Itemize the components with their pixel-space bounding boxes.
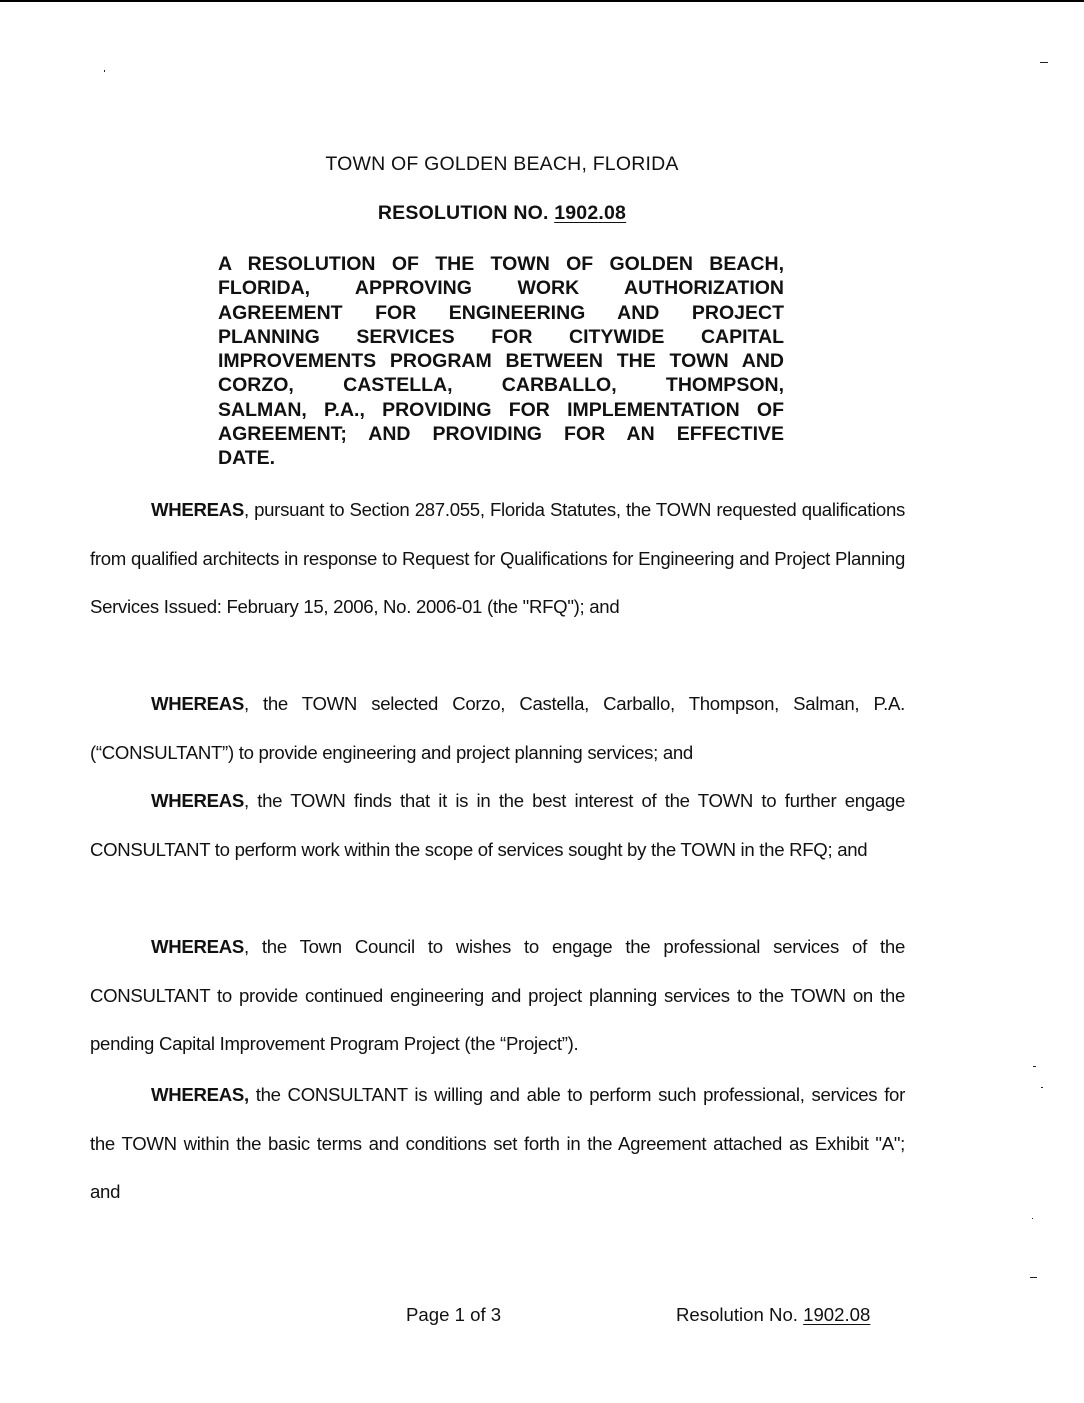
caption-line: AGREEMENT; AND PROVIDING FOR AN EFFECTIVE: [218, 423, 784, 446]
resolution-prefix: RESOLUTION NO.: [377, 202, 555, 224]
scan-speck: [1032, 1218, 1033, 1219]
whereas-paragraph: [90, 680, 905, 777]
scan-top-edge: [0, 0, 1084, 2]
whereas-lead: WHEREAS: [151, 693, 244, 714]
caption-line: IMPROVEMENTS PROGRAM BETWEEN THE TOWN AND: [218, 350, 784, 373]
whereas-paragraph: [90, 486, 905, 632]
paragraph-text: , the TOWN selected Corzo, Castella, Carballo, Thompson, Salman, P.A. (“CONSULTANT”) to provide engineering and project planning services; and: [90, 693, 905, 763]
footer-resolution-prefix: Resolution No.: [676, 1304, 804, 1325]
caption-line: A RESOLUTION OF THE TOWN OF GOLDEN BEACH,: [218, 253, 784, 275]
resolution-heading: [0, 202, 1004, 225]
whereas-paragraph: [90, 777, 905, 874]
paragraph-text: , the Town Council to wishes to engage the professional services of the CONSULTANT to provide continued engineering and project planning services to the TOWN on the pending Capital Improvement Program Project (the “Project”).: [90, 936, 905, 1054]
scan-speck: [104, 70, 105, 72]
page-number: Page 1 of 3: [406, 1304, 502, 1325]
paragraph-text: , the TOWN finds that it is in the best interest of the TOWN to further engage CONSULTANT to perform work within the scope of services sought by the TOWN in the RFQ; and: [90, 790, 905, 860]
whereas-lead: WHEREAS,: [151, 1084, 249, 1105]
scan-speck: [1030, 1277, 1037, 1278]
scan-speck: [1033, 1066, 1036, 1067]
whereas-lead: WHEREAS: [151, 936, 244, 957]
paragraph-text: the CONSULTANT is willing and able to perform such professional, services for the TOWN within the basic terms and conditions set forth in the Agreement attached as Exhibit "A"; and: [90, 1084, 905, 1202]
whereas-paragraph: [90, 923, 905, 1069]
whereas-lead: WHEREAS: [151, 790, 244, 811]
caption-line: CORZO, CASTELLA, CARBALLO, THOMPSON,: [218, 374, 784, 397]
caption-line: DATE.: [218, 447, 276, 470]
footer-resolution: [676, 1304, 870, 1326]
scan-speck: [1041, 1087, 1043, 1088]
caption-line: AGREEMENT FOR ENGINEERING AND PROJECT: [218, 301, 784, 324]
whereas-paragraph: [90, 1071, 905, 1217]
resolution-caption: [218, 252, 784, 471]
caption-line: PLANNING SERVICES FOR CITYWIDE CAPITAL: [218, 325, 784, 348]
paragraph-text: , pursuant to Section 287.055, Florida Statutes, the TOWN requested qualifications from qualified architects in response to Request for Qualifications for Engineering and Project Planning Services Issued: February 15, 2006, No. 2006-01 (the "RFQ"); and: [90, 499, 905, 617]
footer-resolution-number: 1902.08: [803, 1304, 871, 1325]
town-heading: TOWN OF GOLDEN BEACH, FLORIDA: [325, 153, 679, 175]
whereas-lead: WHEREAS: [151, 499, 244, 520]
resolution-number: 1902.08: [554, 202, 627, 224]
scan-speck: [1040, 62, 1048, 63]
caption-line: FLORIDA, APPROVING WORK AUTHORIZATION: [218, 277, 784, 300]
caption-line: SALMAN, P.A., PROVIDING FOR IMPLEMENTATION OF: [218, 398, 784, 421]
